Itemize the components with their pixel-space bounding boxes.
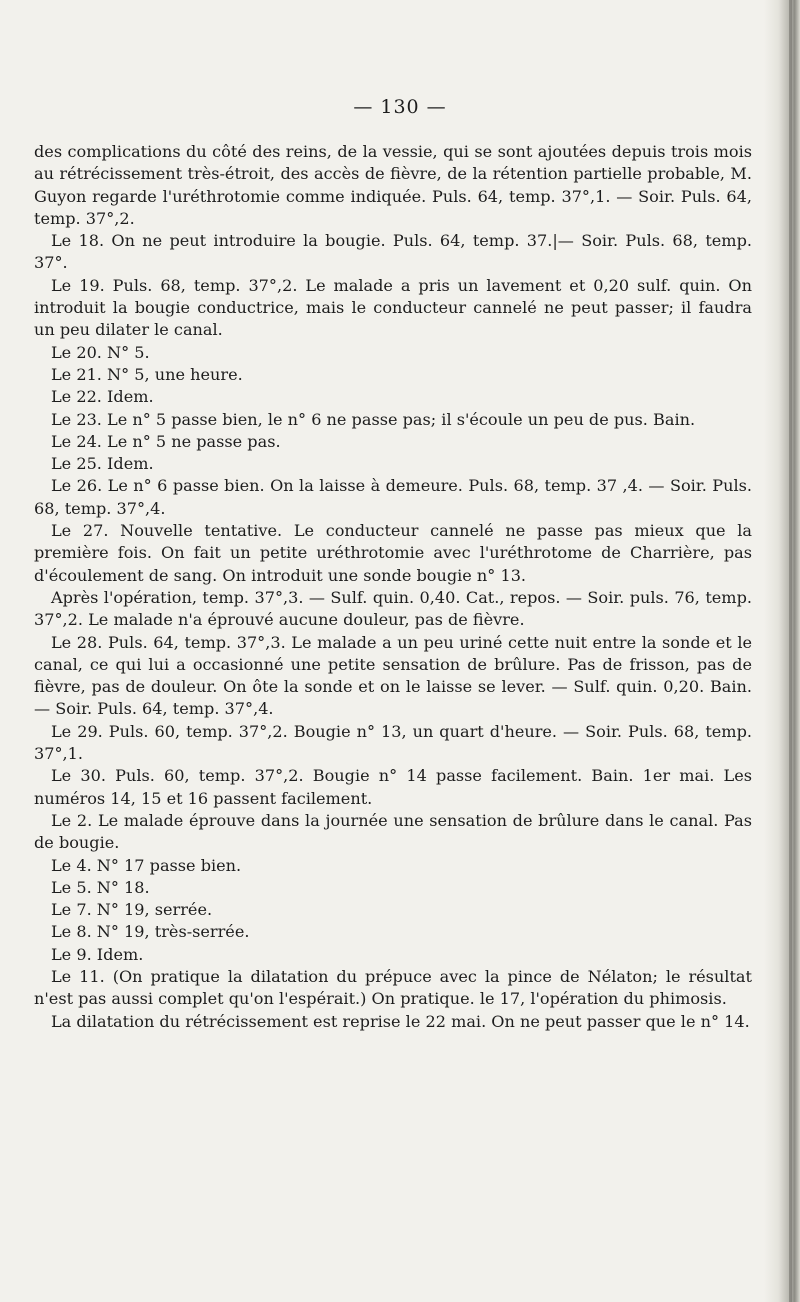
paragraph-may-4: Le 4. N° 17 passe bien.	[51, 855, 242, 875]
paragraph-day-23: Le 23. Le n° 5 passe bien, le n° 6 ne passe pas; il s'écoule un peu de pus. Bain.	[51, 409, 696, 429]
paragraph-may-11: Le 11. (On pratique la dilatation du prépuce avec la pince de Nélaton; le résultat n'est pas aussi complet qu'on l'espérait.) On pratique. le 17, l'opération du phimosis.	[34, 966, 752, 1009]
paragraph-day-21: Le 21. N° 5, une heure.	[51, 364, 243, 384]
page-edge-line	[789, 0, 792, 1302]
paragraph-day-27: Le 27. Nouvelle tentative. Le conducteur cannelé ne passe pas mieux que la première fois. On fait un petite uréthrotomie avec l'uréthrotome de Charrière, pas d'écoulement de sang. On introduit une sonde bougie n° 13.	[34, 521, 752, 585]
page-number: — 130 —	[353, 96, 447, 118]
paragraph-day-30: Le 30. Puls. 60, temp. 37°,2. Bougie n° 14 passe facilement. Bain. 1er mai. Les numéros 14, 15 et 16 passent facilement.	[34, 766, 752, 808]
paragraph-may-9: Le 9. Idem.	[51, 944, 144, 964]
paragraph-after-operation: Après l'opération, temp. 37°,3. — Sulf. quin. 0,40. Cat., repos. — Soir. puls. 76, temp. 37°,2. Le malade n'a éprouvé aucune douleur, pas de fièvre.	[34, 587, 752, 630]
paragraph-may-5: Le 5. N° 18.	[51, 877, 150, 897]
paragraph-day-24: Le 24. Le n° 5 ne passe pas.	[51, 431, 281, 451]
paragraph-may-2: Le 2. Le malade éprouve dans la journée une sensation de brûlure dans le canal. Pas de bougie.	[34, 810, 752, 853]
paragraph-may-7: Le 7. N° 19, serrée.	[51, 900, 213, 920]
paragraph-may-8: Le 8. N° 19, très-serrée.	[51, 922, 250, 942]
paragraph-day-25: Le 25. Idem.	[51, 454, 154, 474]
paragraph-day-20: Le 20. N° 5.	[51, 342, 150, 362]
paragraph-day-22: Le 22. Idem.	[51, 387, 154, 407]
paragraph-day-29: Le 29. Puls. 60, temp. 37°,2. Bougie n° 13, un quart d'heure. — Soir. Puls. 68, temp. 37°,1.	[34, 721, 752, 764]
paragraph-day-28: Le 28. Puls. 64, temp. 37°,3. Le malade a un peu uriné cette nuit entre la sonde et le canal, ce qui lui a occasionné une petite sensation de brûlure. Pas de frisson, pas de fièvre, pas de douleur. On ôte la sonde et on le laisse se lever. — Sulf. quin. 0,20. Bain. — Soir. Puls. 64, temp. 37°,4.	[34, 632, 752, 719]
paragraph-day-18: Le 18. On ne peut introduire la bougie. Puls. 64, temp. 37.|— Soir. Puls. 68, temp. 37°.	[34, 231, 752, 273]
paragraph-day-19: Le 19. Puls. 68, temp. 37°,2. Le malade a pris un lavement et 0,20 sulf. quin. On introduit la bougie conductrice, mais le conducteur cannelé ne peut passer; il faudra un peu dilater le canal.	[34, 275, 752, 340]
paragraph-day-26: Le 26. Le n° 6 passe bien. On la laisse à demeure. Puls. 68, temp. 37 ,4. — Soir. Puls. 68, temp. 37°,4.	[34, 476, 752, 518]
paragraph-may-22: La dilatation du rétrécissement est reprise le 22 mai. On ne peut passer que le n° 14.	[51, 1011, 750, 1031]
body-text	[34, 141, 752, 1033]
paragraph-continuation: des complications du côté des reins, de la vessie, qui se sont ajoutées depuis trois mois au rétrécissement très-étroit, des accès de fièvre, de la rétention partielle probable, M. Guyon regarde l'uréthrotomie comme indiquée. Puls. 64, temp. 37°,1. — Soir. Puls. 64, temp. 37°,2.	[34, 142, 752, 228]
page-edge-shadow	[764, 0, 800, 1302]
